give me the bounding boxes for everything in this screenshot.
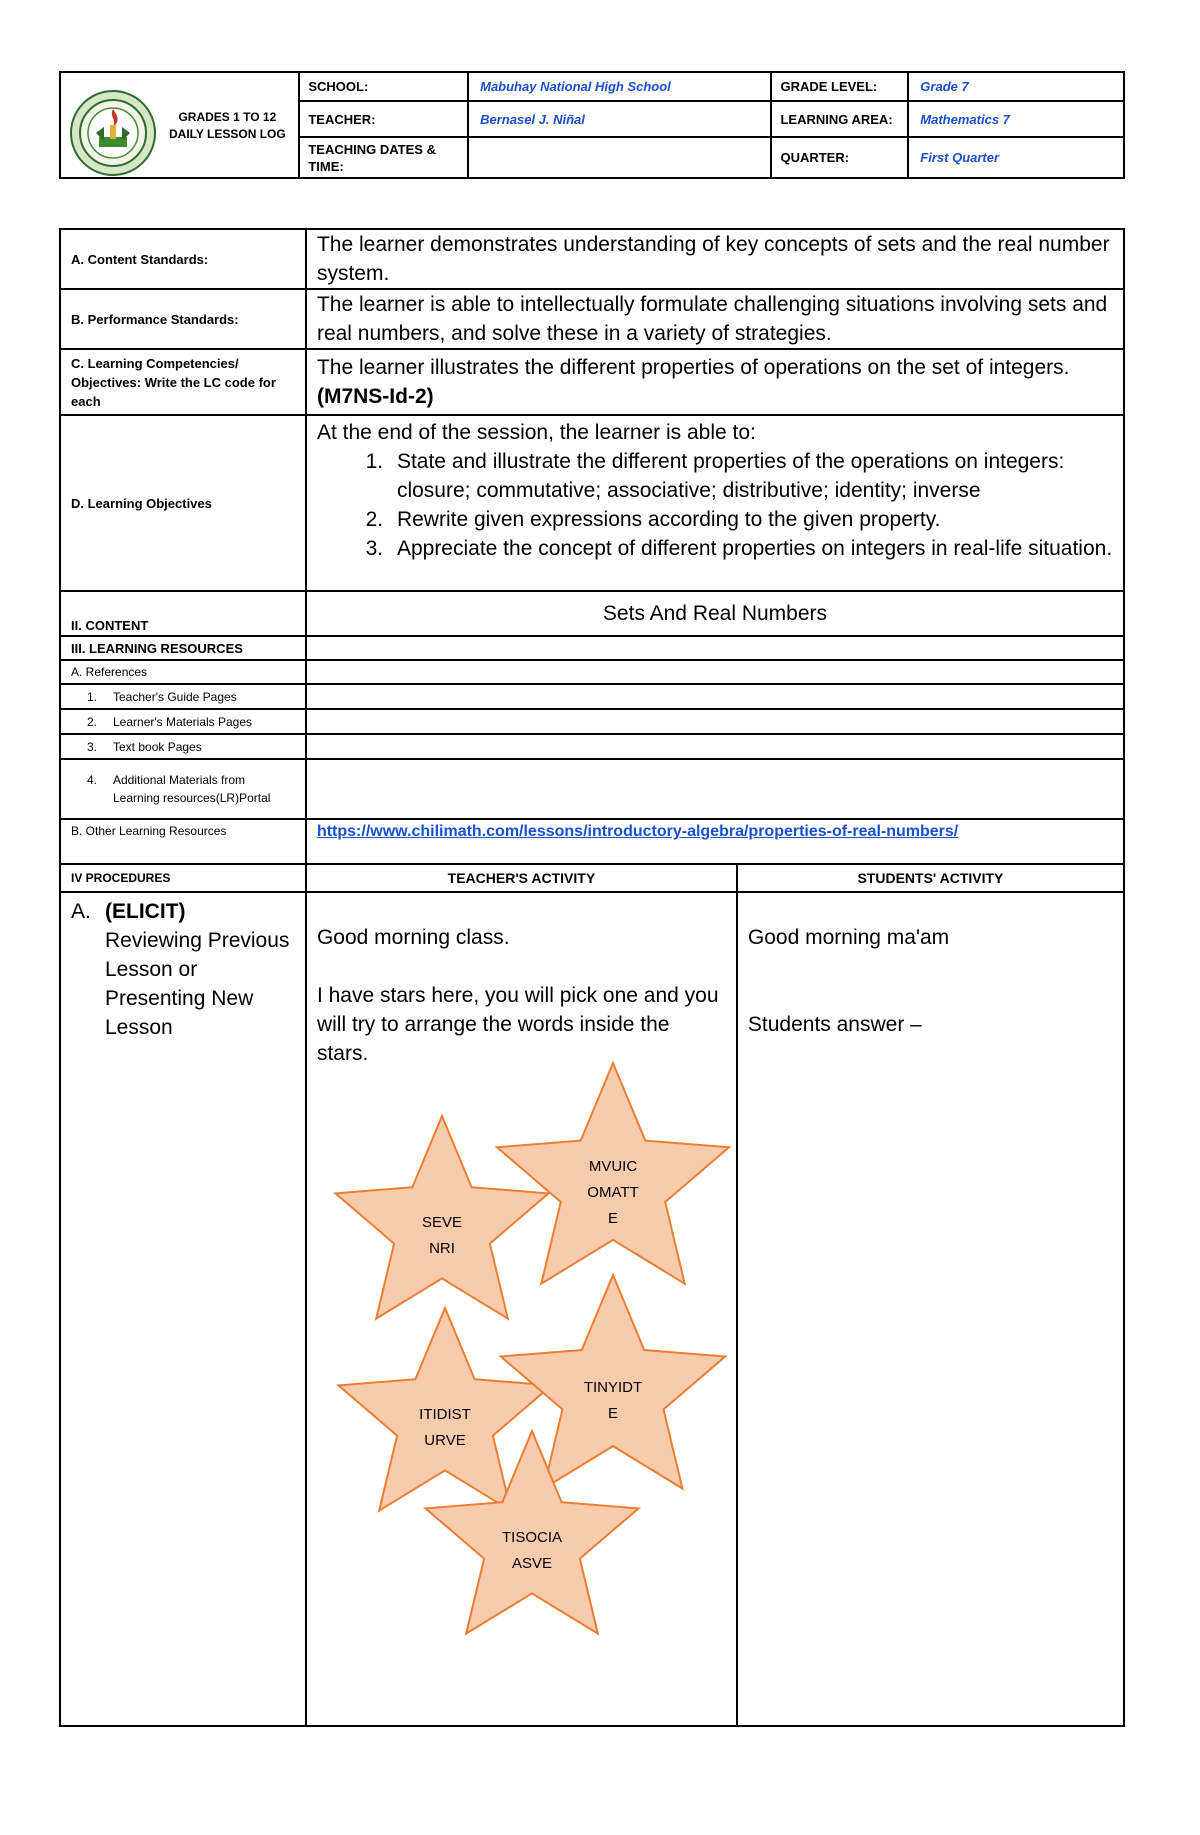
ref-value: [306, 734, 1124, 759]
star-text: TINYIDT: [583, 1379, 643, 1396]
references-label: A. References: [60, 660, 306, 684]
teacher-label: TEACHER:: [299, 101, 468, 137]
ref-text: Text book Pages: [113, 739, 202, 754]
teaching-dates-value: [468, 137, 771, 178]
ref-item: [60, 709, 306, 734]
ref-value: [306, 759, 1124, 819]
teacher-greeting: Good morning class.: [316, 926, 510, 949]
grade-level-value: Grade 7: [908, 72, 1124, 101]
grades-line: GRADES 1 TO 12: [178, 110, 277, 124]
procedures-header-row: [60, 864, 1124, 892]
word-star: [497, 1063, 729, 1284]
quarter-value: First Quarter: [908, 137, 1124, 178]
content-value: Sets And Real Numbers: [306, 591, 1124, 636]
star-text: ITIDIST: [419, 1406, 471, 1423]
elicit-row: [60, 892, 1124, 1726]
logo-cell: [60, 72, 299, 178]
ref-row: [60, 709, 1124, 734]
ref-text: Learner's Materials Pages: [113, 714, 253, 729]
teacher-instruction: I have stars here, you will pick one and you will try to arrange the words inside the stars.: [316, 984, 719, 1065]
deped-seal-logo: [69, 89, 157, 177]
grade-level-label: GRADE LEVEL:: [771, 72, 908, 101]
content-label: II. CONTENT: [60, 591, 306, 636]
student-greeting: Good morning ma'am: [747, 926, 950, 949]
teacher-activity-cell: [306, 892, 737, 1726]
star-text: URVE: [424, 1432, 466, 1449]
performance-standards-value: The learner is able to intellectually formulate challenging situations involving sets and real numbers, and solve these in a variety of strategies.: [306, 289, 1124, 349]
objective-item: 2. Rewrite given expressions according to the given property.: [389, 505, 1123, 534]
content-row: [60, 591, 1124, 636]
objectives-label: D. Learning Objectives: [60, 415, 306, 591]
stars-graphic: [307, 893, 739, 1727]
school-label: SCHOOL:: [299, 72, 468, 101]
content-standards-label: A. Content Standards:: [60, 229, 306, 289]
competencies-value: [306, 349, 1124, 415]
competencies-text: The learner illustrates the different properties of operations on the set of integers.: [316, 356, 1070, 379]
star-text: E: [607, 1405, 618, 1422]
competencies-row: [60, 349, 1124, 415]
ref-row: [60, 684, 1124, 709]
lesson-table: [59, 228, 1125, 1727]
objective-item: 1. State and illustrate the different properties of the operations on integers: closure; commutative; associative; distributive; identity; inverse: [389, 447, 1123, 505]
objectives-intro: At the end of the session, the learner is able to:: [316, 421, 756, 444]
other-resources-link[interactable]: https://www.chilimath.com/lessons/introductory-algebra/properties-of-real-numbers/: [316, 823, 959, 840]
references-row: [60, 660, 1124, 684]
elicit-title: (ELICIT): [105, 900, 186, 923]
daily-log-line: DAILY LESSON LOG: [169, 127, 286, 141]
ref-num: 1.: [86, 689, 97, 704]
elicit-letter: A.: [71, 900, 91, 923]
student-activity-header: STUDENTS' ACTIVITY: [737, 864, 1124, 892]
grades-title: [169, 109, 286, 143]
performance-standards-row: [60, 289, 1124, 349]
resources-value: [306, 636, 1124, 660]
ref-item: [60, 734, 306, 759]
star-text: ASVE: [511, 1555, 552, 1572]
quarter-label: QUARTER:: [771, 137, 908, 178]
student-activity-cell: [737, 892, 1124, 1726]
ref-value: [306, 709, 1124, 734]
competencies-code: (M7NS-Id-2): [316, 385, 434, 408]
resources-label: III. LEARNING RESOURCES: [60, 636, 306, 660]
other-resources-value: [306, 819, 1124, 864]
star-text: E: [607, 1210, 618, 1227]
ref-item: [60, 759, 306, 819]
teacher-value: Bernasel J. Niñal: [468, 101, 771, 137]
ref-item: [60, 684, 306, 709]
elicit-step: [60, 892, 306, 1726]
performance-standards-label: B. Performance Standards:: [60, 289, 306, 349]
objectives-list: [317, 447, 1123, 563]
objectives-value: [306, 415, 1124, 591]
star-text: MVUIC: [588, 1158, 638, 1175]
content-standards-value: The learner demonstrates understanding of key concepts of sets and the real number system.: [306, 229, 1124, 289]
header-table: [59, 71, 1125, 179]
teaching-dates-label: TEACHING DATES & TIME:: [299, 137, 468, 178]
ref-num: 4.: [86, 773, 97, 787]
ref-num: 2.: [86, 714, 97, 729]
star-text: NRI: [429, 1240, 455, 1257]
elicit-description: Reviewing Previous Lesson or Presenting New Lesson: [105, 929, 290, 1039]
procedures-label: IV PROCEDURES: [60, 864, 306, 892]
ref-row: [60, 734, 1124, 759]
student-answer: Students answer –: [747, 1013, 922, 1036]
ref-text: Additional Materials from Learning resources(LR)Portal: [113, 773, 271, 805]
ref-row: [60, 759, 1124, 819]
objectives-row: [60, 415, 1124, 591]
objective-item: 3. Appreciate the concept of different properties on integers in real-life situation.: [389, 534, 1123, 563]
learning-area-value: Mathematics 7: [908, 101, 1124, 137]
star-text: TISOCIA: [501, 1529, 562, 1546]
references-value: [306, 660, 1124, 684]
learning-area-label: LEARNING AREA:: [771, 101, 908, 137]
other-resources-row: [60, 819, 1124, 864]
other-resources-label: B. Other Learning Resources: [60, 819, 306, 864]
content-standards-row: [60, 229, 1124, 289]
resources-row: [60, 636, 1124, 660]
competencies-label: C. Learning Competencies/ Objectives: Write the LC code for each: [60, 349, 306, 415]
school-value: Mabuhay National High School: [468, 72, 771, 101]
ref-value: [306, 684, 1124, 709]
star-text: SEVE: [421, 1214, 462, 1231]
star-text: OMATT: [587, 1184, 639, 1201]
teacher-activity-header: TEACHER'S ACTIVITY: [306, 864, 737, 892]
ref-text: Teacher's Guide Pages: [113, 689, 237, 704]
ref-num: 3.: [86, 739, 97, 754]
